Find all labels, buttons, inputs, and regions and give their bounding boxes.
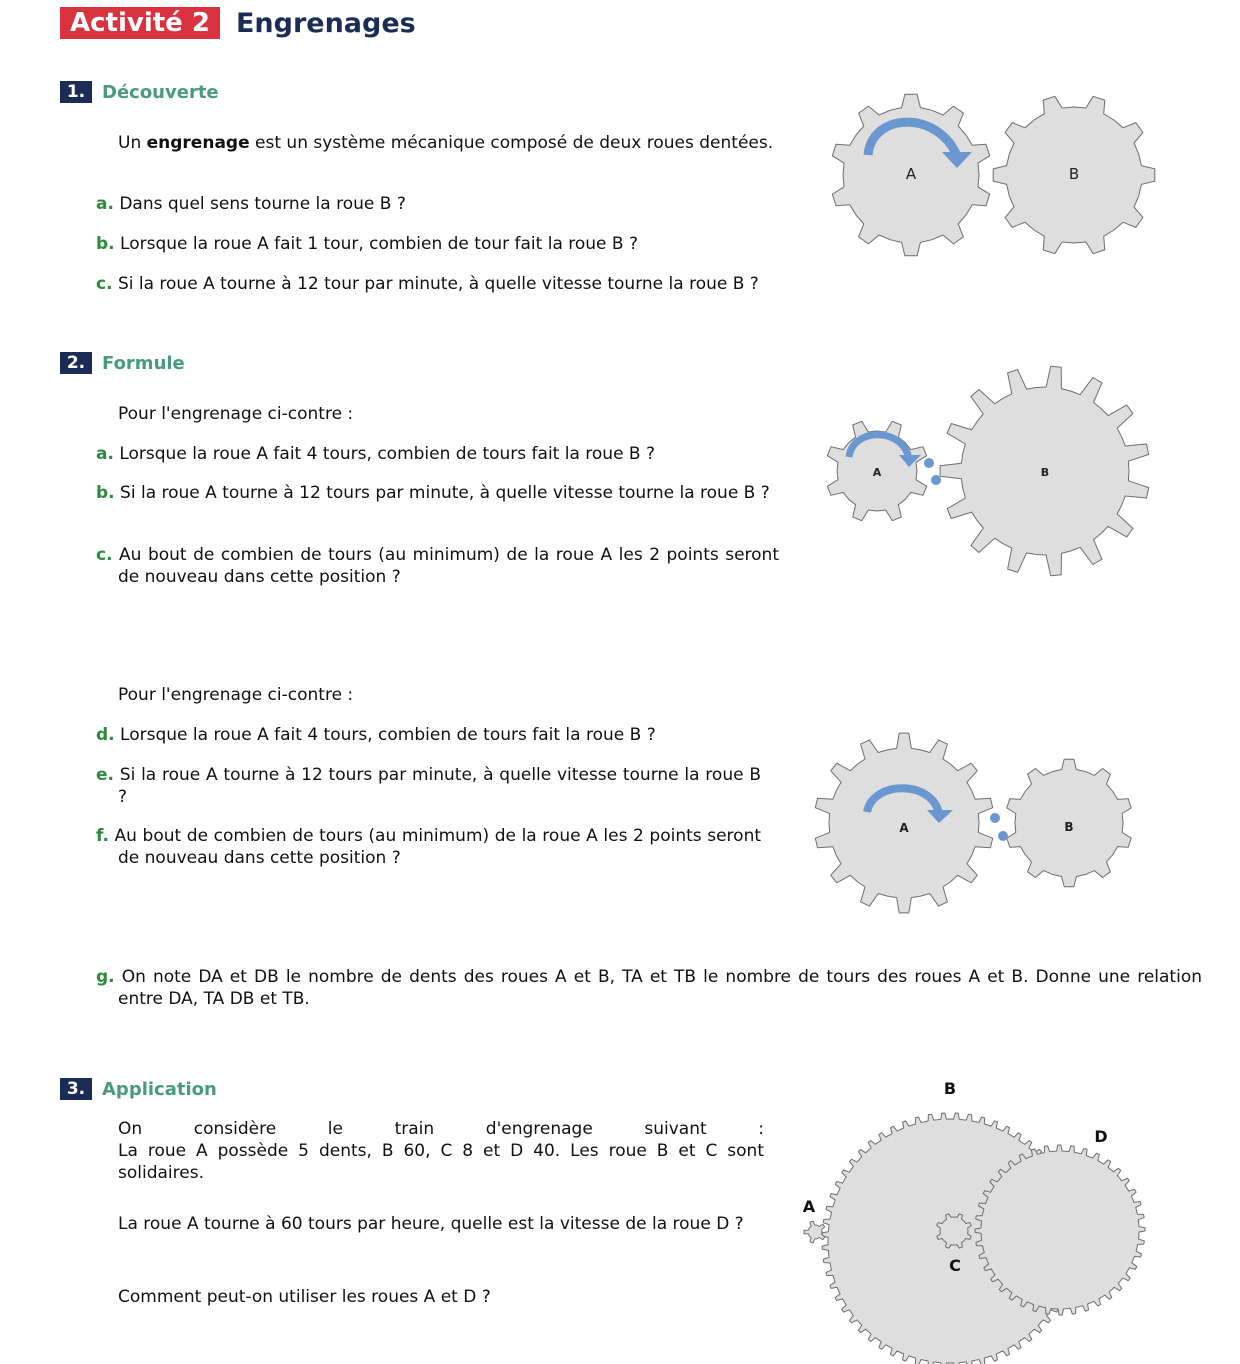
marker-point-a <box>990 813 1000 823</box>
activity-tag: Activité 2 <box>60 7 220 39</box>
marker-point-a <box>924 458 934 468</box>
question-1b: b. Lorsque la roue A fait 1 tour, combien de tour fait la roue B ? <box>96 234 639 254</box>
marker-point-b <box>998 831 1008 841</box>
gear-d-label: D <box>1094 1127 1108 1146</box>
engrenage-term: engrenage <box>146 133 250 153</box>
gear-c-label: C <box>949 1256 961 1275</box>
marker-point-b <box>931 475 941 485</box>
gear-b-label: B <box>1068 165 1080 183</box>
s1-intro: Un engrenage est un système mécanique composé de deux roues dentées. <box>118 133 774 153</box>
s2-intro-1: Pour l'engrenage ci-contre : <box>118 404 354 424</box>
question-2a: a. Lorsque la roue A fait 4 tours, combien de tours fait la roue B ? <box>96 444 656 464</box>
gear-a <box>804 1221 825 1243</box>
section-2-heading <box>60 352 185 374</box>
gear-figure-2 <box>805 345 1175 595</box>
section-number: 3. <box>60 1078 92 1100</box>
gear-b-label: B <box>1064 820 1074 834</box>
section-3-heading <box>60 1078 217 1100</box>
gear-outline <box>975 1145 1145 1315</box>
s2-intro-2: Pour l'engrenage ci-contre : <box>118 685 354 705</box>
gear-outline <box>804 1221 825 1243</box>
activity-header <box>60 6 416 40</box>
question-2c: c. Au bout de combien de tours (au minimum) de la roue A les 2 points seront de nouveau dans cette position ? <box>96 545 779 587</box>
section-title: Formule <box>102 352 185 374</box>
question-1c: c. Si la roue A tourne à 12 tour par minute, à quelle vitesse tourne la roue B ? <box>96 274 759 294</box>
gear-b-label: B <box>943 1079 957 1098</box>
question-2d: d. Lorsque la roue A fait 4 tours, combien de tours fait la roue B ? <box>96 725 656 745</box>
gear-b-label: B <box>1040 466 1050 479</box>
gear-d <box>975 1145 1145 1315</box>
section-1-heading <box>60 81 219 103</box>
gear-a-label: A <box>899 821 909 835</box>
section-title: Découverte <box>102 81 219 103</box>
gear-a-label: A <box>872 466 882 479</box>
question-2e: e. Si la roue A tourne à 12 tours par minute, à quelle vitesse tourne la roue B ? <box>96 765 761 807</box>
s3-paragraph-2: La roue A tourne à 60 tours par heure, quelle est la vitesse de la roue D ? <box>118 1214 744 1234</box>
gear-figure-3 <box>785 712 1155 947</box>
question-2g: g. On note DA et DB le nombre de dents des roues A et B, TA et TB le nombre de tours des roues A et B. Donne une relation entre DA, TA DB et TB. <box>96 967 1202 1009</box>
s3-paragraph-1: On considère le train d'engrenage suivant : La roue A possède 5 dents, B 60, C 8 et D 40. Les roue B et C sont solidaires. <box>118 1119 764 1183</box>
section-number: 1. <box>60 81 92 103</box>
gear-figure-1 <box>810 72 1180 277</box>
page-title: Engrenages <box>235 7 416 39</box>
question-1a: a. Dans quel sens tourne la roue B ? <box>96 194 406 214</box>
section-number: 2. <box>60 352 92 374</box>
s3-paragraph-3: Comment peut-on utiliser les roues A et D ? <box>118 1287 491 1307</box>
gear-train-figure <box>790 1072 1160 1364</box>
question-2f: f. Au bout de combien de tours (au minimum) de la roue A les 2 points seront de nouveau dans cette position ? <box>96 826 762 868</box>
section-title: Application <box>102 1078 217 1100</box>
gear-a-label: A <box>802 1197 816 1216</box>
gear-a-label: A <box>905 165 917 183</box>
question-2b: b. Si la roue A tourne à 12 tours par minute, à quelle vitesse tourne la roue B ? <box>96 483 770 503</box>
